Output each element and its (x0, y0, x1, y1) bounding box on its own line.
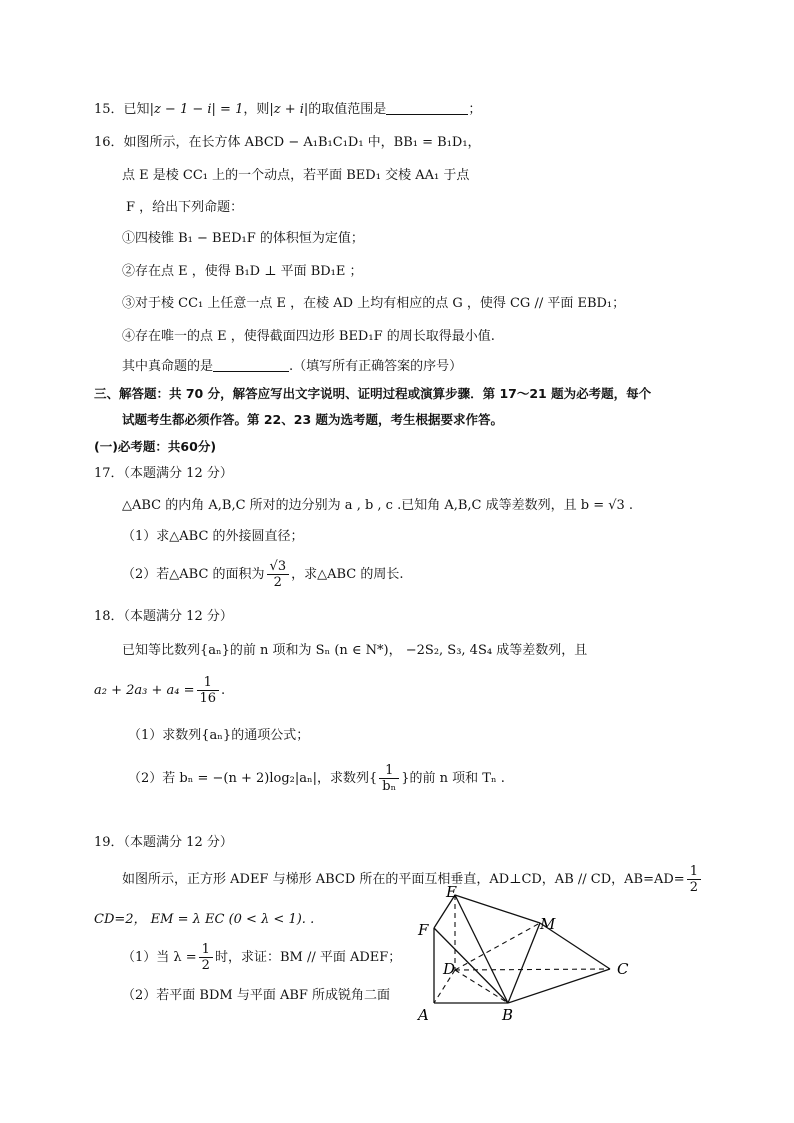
q16-line-2: 点 E 是棱 CC₁ 上的一个动点，若平面 BED₁ 交棱 AA₁ 于点 (122, 168, 470, 183)
q19-stem-2: CD=2， EM = λ EC (0 < λ < 1). . (94, 912, 315, 927)
q16-answer-post: .（填写所有正确答案的序号） (289, 359, 463, 374)
q16-answer-line (122, 357, 462, 377)
figure-label-m: M (540, 915, 556, 933)
q16-answer-pre: 其中真命题的是 (122, 359, 214, 374)
q18-l2-denominator: 16 (199, 691, 217, 706)
q18-stem-2 (94, 671, 225, 711)
figure-label-a: A (418, 1006, 429, 1024)
q18-l2-pre: a₂ + 2a₃ + a₄ = (94, 683, 195, 698)
q18-s2-pre: （2）若 bₙ = −(n + 2)log₂|aₙ|，求数列{ (128, 771, 378, 786)
q19-s1-denominator: 2 (201, 958, 210, 973)
q17-s2-pre: （2）若△ABC 的面积为 (122, 567, 265, 582)
q19-subquestion-2: （2）若平面 BDM 与平面 ABF 所成锐角二面 (122, 988, 391, 1003)
q18-heading: 18．（本题满分 12 分） (94, 609, 233, 624)
q19-s1-post: 时，求证：BM // 平面 ADEF； (214, 950, 402, 965)
section-3-line-1: 三、解答题：共 70 分，解答应写出文字说明、证明过程或演算步骤．第 17～21 题为必考题，每个 (94, 386, 652, 401)
q15-text-end: ； (468, 102, 482, 117)
q18-l2-post: . (221, 683, 226, 698)
figure-solid-edges (434, 895, 610, 1003)
q16-answer-blank[interactable] (213, 357, 289, 372)
q15-answer-blank[interactable] (386, 100, 468, 115)
q19-heading: 19．（本题满分 12 分） (94, 835, 233, 850)
q15-text-pre: 已知 (123, 102, 150, 117)
q19-subquestion-1 (122, 938, 401, 978)
q18-s2-denominator: bₙ (382, 779, 397, 794)
q17-s2-post: ，求△ABC 的周长. (291, 567, 404, 582)
q18-s2-numerator: 1 (379, 763, 399, 779)
figure-label-c: C (617, 960, 629, 978)
figure-dashed-edges (434, 895, 610, 1003)
q15-abs-2: |z + i| (269, 102, 309, 117)
q15-number: 15． (94, 102, 124, 117)
q18-l2-numerator: 1 (197, 675, 220, 691)
q18-stem-1: 已知等比数列{aₙ}的前 n 项和为 Sₙ (n ∈ N*)， −2S₂, S₃, 4S₄ 成等差数列，且 (122, 643, 588, 658)
q16-text-1: 如图所示，在长方体 ABCD − A₁B₁C₁D₁ 中，BB₁ = B₁D₁， (123, 135, 481, 150)
q17-subquestion-2 (122, 555, 404, 595)
q17-stem: △ABC 的内角 A,B,C 所对的边分别为 a , b , c .已知角 A,B,C 成等差数列，且 b = √3 . (122, 498, 634, 513)
figure-label-d: D (443, 960, 456, 978)
q15-line (94, 100, 481, 120)
q18-subquestion-1: （1）求数列{aₙ}的通项公式； (128, 728, 310, 743)
part-1-heading: (一)必考题：共60分) (94, 439, 217, 454)
q19-s1-fraction (199, 942, 213, 973)
q17-s2-fraction (267, 559, 290, 590)
q18-s2-fraction (379, 763, 399, 794)
q16-line-3: F ，给出下列命题： (126, 200, 244, 215)
q16-proposition-2: ②存在点 E ，使得 B₁D ⊥ 平面 BD₁E ； (122, 264, 363, 279)
q19-s1-pre: （1）当 λ = (122, 950, 197, 965)
figure-label-e: E (446, 885, 457, 901)
q19-l1-fraction (687, 864, 701, 895)
q15-abs-1: |z − 1 − i| = 1 (149, 102, 244, 117)
q17-heading: 17．（本题满分 12 分） (94, 466, 233, 481)
geometry-figure (410, 885, 650, 1025)
section-3-line-2: 试题考生都必须作答。第 22、23 题为选考题，考生根据要求作答。 (122, 412, 503, 427)
q15-text-post: 的取值范围是 (308, 102, 387, 117)
q16-proposition-1: ①四棱锥 B₁ − BED₁F 的体积恒为定值； (122, 231, 364, 246)
figure-label-b: B (502, 1006, 514, 1024)
q17-s2-numerator: √3 (267, 559, 290, 575)
q17-subquestion-1: （1）求△ABC 的外接圆直径； (122, 529, 304, 544)
q17-s2-denominator: 2 (273, 575, 282, 590)
q18-s2-post: }的前 n 项和 Tₙ . (401, 771, 505, 786)
q16-proposition-3: ③对于棱 CC₁ 上任意一点 E ，在棱 AD 上均有相应的点 G ，使得 CG // 平面 EBD₁； (122, 296, 626, 311)
q19-l1-denominator: 2 (689, 880, 698, 895)
q15-text-mid: ，则 (243, 102, 270, 117)
q19-s1-numerator: 1 (199, 942, 213, 958)
q16-proposition-4: ④存在唯一的点 E ，使得截面四边形 BED₁F 的周长取得最小值. (122, 329, 495, 344)
q16-number: 16． (94, 135, 124, 150)
q19-l1-numerator: 1 (687, 864, 701, 880)
q19-l1-pre: 如图所示，正方形 ADEF 与梯形 ABCD 所在的平面互相垂直，AD⊥CD，AB // CD，AB=AD= (122, 872, 685, 887)
q16-line-1 (94, 133, 481, 153)
q18-l2-fraction (197, 675, 220, 706)
figure-label-f: F (418, 921, 429, 939)
q18-subquestion-2 (128, 759, 505, 799)
